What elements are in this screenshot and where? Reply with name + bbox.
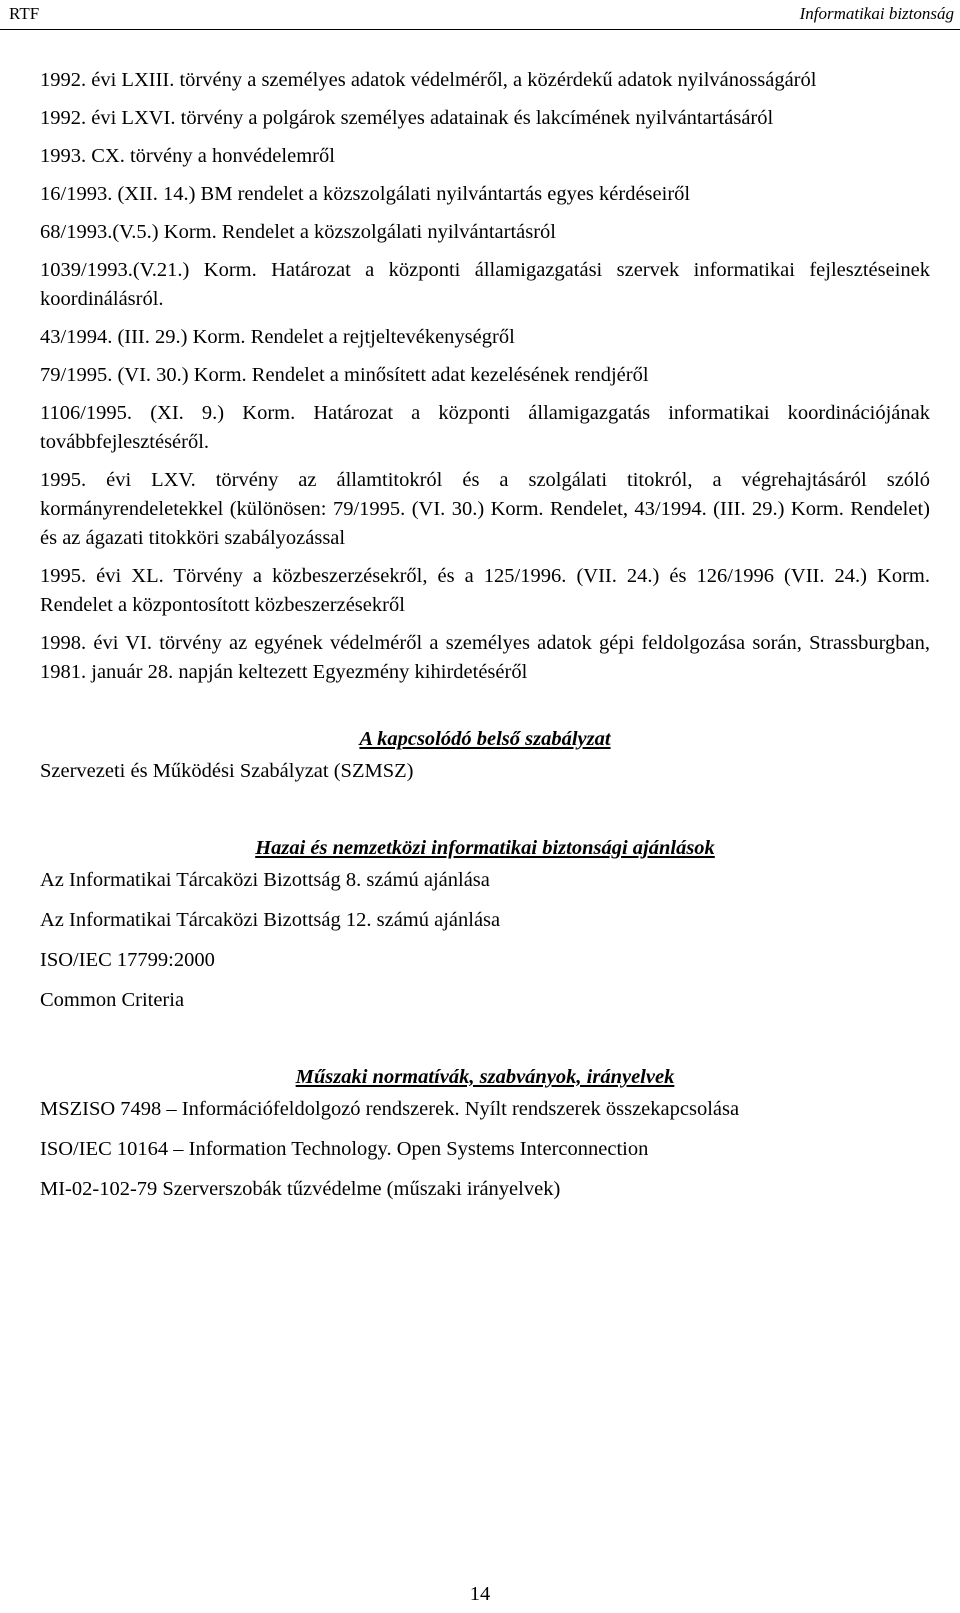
page-number: 14	[469, 1583, 491, 1605]
recommendation-item: ISO/IEC 17799:2000	[40, 949, 215, 971]
standard-item: MI-02-102-79 Szerverszobák tűzvédelme (műszaki irányelvek)	[40, 1178, 561, 1200]
law-entry: 1992. évi LXIII. törvény a személyes adatok védelméről, a közérdekű adatok nyilvánosságáról	[40, 69, 817, 91]
law-entry: 1995. évi LXV. törvény az államtitokról és a szolgálati titokról, a végrehajtásáról szóló kormányrendeletekkel (különösen: 79/1995. (VI. 30.) Korm. Rendelet, 43/1994. (III. 29.) Korm. Rendelet) és az ágazati titokköri szabályozással	[40, 469, 930, 549]
law-entry: 1992. évi LXVI. törvény a polgárok személyes adatainak és lakcímének nyilvántartásáról	[40, 107, 774, 129]
header-left-text: RTF	[9, 4, 40, 23]
law-entry: 79/1995. (VI. 30.) Korm. Rendelet a minősített adat kezelésének rendjéről	[40, 364, 649, 386]
page-content	[40, 66, 930, 1204]
law-entry: 1998. évi VI. törvény az egyének védelméről a személyes adatok gépi feldolgozása során, Strassburgban, 1981. január 28. napján keltezett Egyezmény kihirdetéséről	[40, 632, 930, 683]
header-rule	[0, 29, 960, 30]
law-entry: 1995. évi XL. Törvény a közbeszerzésekről, és a 125/1996. (VII. 24.) és 126/1996 (VII. 24.) Korm. Rendelet a központosított közbeszerzésekről	[40, 565, 930, 616]
standards-heading: Műszaki normatívák, szabványok, irányelvek	[295, 1066, 675, 1088]
standard-item: MSZISO 7498 – Információfeldolgozó rendszerek. Nyílt rendszerek összekapcsolása	[40, 1098, 740, 1120]
recommendation-item: Az Informatikai Tárcaközi Bizottság 8. számú ajánlása	[40, 869, 490, 891]
header-right-text: Informatikai biztonság	[799, 4, 954, 23]
recommendation-item: Common Criteria	[40, 989, 185, 1011]
law-entry: 43/1994. (III. 29.) Korm. Rendelet a rejtjeltevékenységről	[40, 326, 515, 348]
page-header	[0, 0, 960, 30]
law-entry: 1993. CX. törvény a honvédelemről	[40, 145, 335, 167]
recommendation-item: Az Informatikai Tárcaközi Bizottság 12. számú ajánlása	[40, 909, 501, 931]
internal-regulation-heading: A kapcsolódó belső szabályzat	[359, 728, 611, 750]
law-entry: 16/1993. (XII. 14.) BM rendelet a közszolgálati nyilvántartás egyes kérdéseiről	[40, 183, 691, 205]
law-entry: 68/1993.(V.5.) Korm. Rendelet a közszolgálati nyilvántartásról	[40, 221, 556, 243]
recommendations-heading: Hazai és nemzetközi informatikai biztonsági ajánlások	[255, 837, 715, 859]
internal-regulation-item: Szervezeti és Működési Szabályzat (SZMSZ)	[40, 760, 414, 782]
law-entry: 1039/1993.(V.21.) Korm. Határozat a központi államigazgatási szervek informatikai fejlesztéseinek koordinálásról.	[40, 259, 930, 310]
law-entry: 1106/1995. (XI. 9.) Korm. Határozat a központi államigazgatás informatikai koordinációjának továbbfejlesztéséről.	[40, 402, 930, 453]
standard-item: ISO/IEC 10164 – Information Technology. Open Systems Interconnection	[40, 1138, 649, 1160]
